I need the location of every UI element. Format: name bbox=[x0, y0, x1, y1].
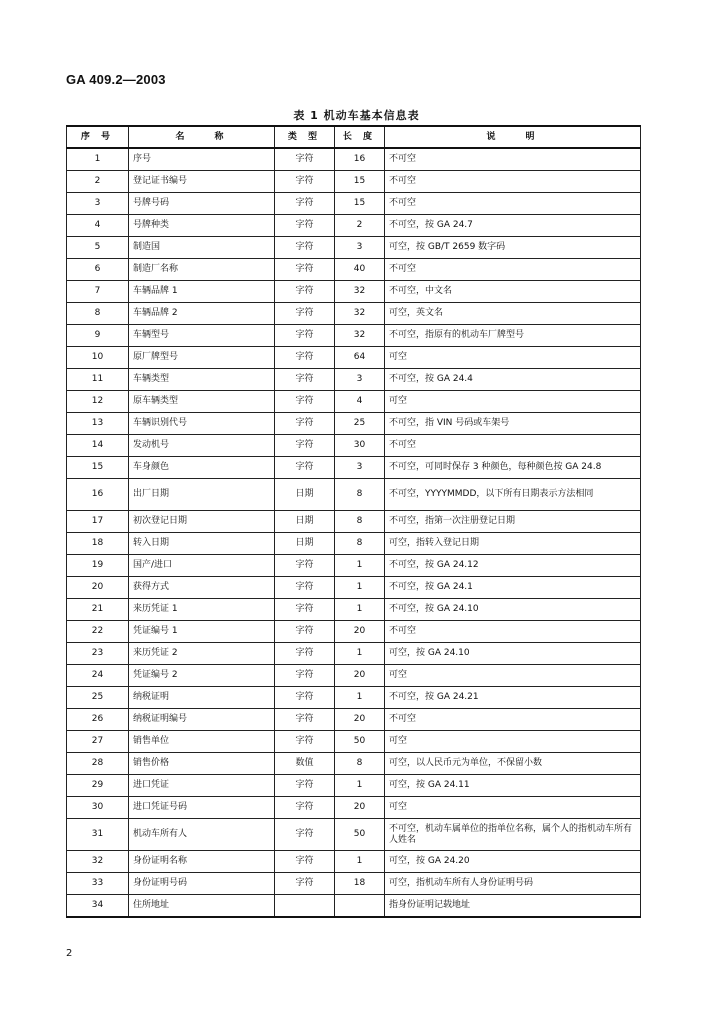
table-row bbox=[67, 347, 641, 369]
field-description-cell: 不可空，按 GA 24.4 bbox=[385, 369, 641, 391]
field-length-cell: 32 bbox=[335, 281, 385, 303]
field-type-cell: 日期 bbox=[275, 533, 335, 555]
field-type-cell: 字符 bbox=[275, 873, 335, 895]
field-length-cell bbox=[335, 895, 385, 918]
row-number-cell: 17 bbox=[67, 511, 129, 533]
row-number-cell: 21 bbox=[67, 599, 129, 621]
field-description-cell: 不可空 bbox=[385, 193, 641, 215]
row-number-cell: 15 bbox=[67, 457, 129, 479]
field-description-cell: 不可空，指第一次注册登记日期 bbox=[385, 511, 641, 533]
field-length-cell: 64 bbox=[335, 347, 385, 369]
table-row bbox=[67, 709, 641, 731]
table-row bbox=[67, 479, 641, 511]
header-length: 长 度 bbox=[335, 126, 385, 148]
field-type-cell: 字符 bbox=[275, 731, 335, 753]
row-number-cell: 13 bbox=[67, 413, 129, 435]
row-number-cell: 32 bbox=[67, 851, 129, 873]
field-name-cell: 制造国 bbox=[129, 237, 275, 259]
field-description-cell: 指身份证明记载地址 bbox=[385, 895, 641, 918]
field-length-cell: 16 bbox=[335, 148, 385, 171]
field-type-cell: 字符 bbox=[275, 347, 335, 369]
field-description-cell: 不可空 bbox=[385, 259, 641, 281]
header-description: 说 明 bbox=[385, 126, 641, 148]
table-row bbox=[67, 873, 641, 895]
field-name-cell: 凭证编号 1 bbox=[129, 621, 275, 643]
field-length-cell: 1 bbox=[335, 599, 385, 621]
field-description-cell: 可空，按 GA 24.20 bbox=[385, 851, 641, 873]
field-length-cell: 1 bbox=[335, 851, 385, 873]
table-row bbox=[67, 369, 641, 391]
field-name-cell: 车辆品牌 1 bbox=[129, 281, 275, 303]
field-length-cell: 8 bbox=[335, 533, 385, 555]
field-length-cell: 1 bbox=[335, 775, 385, 797]
row-number-cell: 31 bbox=[67, 819, 129, 851]
field-name-cell: 车辆类型 bbox=[129, 369, 275, 391]
field-description-cell: 可空 bbox=[385, 665, 641, 687]
field-length-cell: 32 bbox=[335, 325, 385, 347]
field-type-cell: 字符 bbox=[275, 281, 335, 303]
field-description-cell: 可空 bbox=[385, 347, 641, 369]
table-row bbox=[67, 731, 641, 753]
field-type-cell: 字符 bbox=[275, 621, 335, 643]
field-name-cell: 身份证明号码 bbox=[129, 873, 275, 895]
field-type-cell: 字符 bbox=[275, 577, 335, 599]
header-type: 类 型 bbox=[275, 126, 335, 148]
table-row bbox=[67, 753, 641, 775]
field-name-cell: 登记证书编号 bbox=[129, 171, 275, 193]
field-length-cell: 15 bbox=[335, 171, 385, 193]
page-number: 2 bbox=[66, 948, 73, 959]
field-type-cell: 字符 bbox=[275, 215, 335, 237]
field-type-cell: 字符 bbox=[275, 413, 335, 435]
row-number-cell: 9 bbox=[67, 325, 129, 347]
row-number-cell: 7 bbox=[67, 281, 129, 303]
table-row bbox=[67, 259, 641, 281]
table-row bbox=[67, 303, 641, 325]
row-number-cell: 24 bbox=[67, 665, 129, 687]
field-description-cell: 可空，以人民币元为单位，不保留小数 bbox=[385, 753, 641, 775]
field-type-cell: 字符 bbox=[275, 259, 335, 281]
field-description-cell: 可空 bbox=[385, 391, 641, 413]
field-name-cell: 来历凭证 1 bbox=[129, 599, 275, 621]
row-number-cell: 25 bbox=[67, 687, 129, 709]
row-number-cell: 2 bbox=[67, 171, 129, 193]
field-description-cell: 不可空，机动车属单位的指单位名称，属个人的指机动车所有人姓名 bbox=[385, 819, 641, 851]
field-name-cell: 车辆型号 bbox=[129, 325, 275, 347]
field-description-cell: 不可空 bbox=[385, 435, 641, 457]
row-number-cell: 19 bbox=[67, 555, 129, 577]
table-row bbox=[67, 895, 641, 918]
field-description-cell: 不可空，指 VIN 号码或车架号 bbox=[385, 413, 641, 435]
field-length-cell: 1 bbox=[335, 577, 385, 599]
field-length-cell: 1 bbox=[335, 643, 385, 665]
field-description-cell: 可空 bbox=[385, 797, 641, 819]
field-length-cell: 25 bbox=[335, 413, 385, 435]
row-number-cell: 23 bbox=[67, 643, 129, 665]
field-type-cell: 字符 bbox=[275, 435, 335, 457]
field-description-cell: 不可空 bbox=[385, 709, 641, 731]
field-length-cell: 30 bbox=[335, 435, 385, 457]
row-number-cell: 30 bbox=[67, 797, 129, 819]
field-length-cell: 50 bbox=[335, 731, 385, 753]
header-name: 名 称 bbox=[129, 126, 275, 148]
field-name-cell: 进口凭证号码 bbox=[129, 797, 275, 819]
field-length-cell: 20 bbox=[335, 621, 385, 643]
table-row bbox=[67, 819, 641, 851]
field-description-cell: 不可空 bbox=[385, 148, 641, 171]
field-length-cell: 1 bbox=[335, 555, 385, 577]
field-type-cell: 字符 bbox=[275, 665, 335, 687]
field-name-cell: 发动机号 bbox=[129, 435, 275, 457]
table-row bbox=[67, 413, 641, 435]
row-number-cell: 33 bbox=[67, 873, 129, 895]
table-row bbox=[67, 555, 641, 577]
field-length-cell: 20 bbox=[335, 665, 385, 687]
header-no: 序 号 bbox=[67, 126, 129, 148]
field-type-cell bbox=[275, 895, 335, 918]
field-length-cell: 1 bbox=[335, 687, 385, 709]
field-type-cell: 字符 bbox=[275, 709, 335, 731]
field-length-cell: 2 bbox=[335, 215, 385, 237]
field-name-cell: 原厂牌型号 bbox=[129, 347, 275, 369]
table-row bbox=[67, 435, 641, 457]
field-description-cell: 不可空，中文名 bbox=[385, 281, 641, 303]
row-number-cell: 11 bbox=[67, 369, 129, 391]
field-name-cell: 国产/进口 bbox=[129, 555, 275, 577]
field-description-cell: 不可空，YYYYMMDD，以下所有日期表示方法相同 bbox=[385, 479, 641, 511]
field-description-cell: 可空，按 GA 24.10 bbox=[385, 643, 641, 665]
field-type-cell: 字符 bbox=[275, 369, 335, 391]
row-number-cell: 16 bbox=[67, 479, 129, 511]
row-number-cell: 20 bbox=[67, 577, 129, 599]
field-length-cell: 3 bbox=[335, 457, 385, 479]
field-type-cell: 字符 bbox=[275, 237, 335, 259]
field-description-cell: 可空，按 GB/T 2659 数字码 bbox=[385, 237, 641, 259]
field-name-cell: 号牌种类 bbox=[129, 215, 275, 237]
field-type-cell: 字符 bbox=[275, 687, 335, 709]
field-length-cell: 8 bbox=[335, 479, 385, 511]
field-description-cell: 不可空，可同时保存 3 种颜色，每种颜色按 GA 24.8 bbox=[385, 457, 641, 479]
table-row bbox=[67, 325, 641, 347]
row-number-cell: 12 bbox=[67, 391, 129, 413]
field-name-cell: 原车辆类型 bbox=[129, 391, 275, 413]
row-number-cell: 26 bbox=[67, 709, 129, 731]
field-description-cell: 不可空，指原有的机动车厂牌型号 bbox=[385, 325, 641, 347]
row-number-cell: 10 bbox=[67, 347, 129, 369]
field-type-cell: 字符 bbox=[275, 643, 335, 665]
field-length-cell: 4 bbox=[335, 391, 385, 413]
table-row bbox=[67, 391, 641, 413]
field-length-cell: 8 bbox=[335, 753, 385, 775]
field-name-cell: 身份证明名称 bbox=[129, 851, 275, 873]
vehicle-info-table bbox=[66, 125, 641, 918]
table-row bbox=[67, 687, 641, 709]
field-type-cell: 字符 bbox=[275, 325, 335, 347]
row-number-cell: 29 bbox=[67, 775, 129, 797]
field-name-cell: 序号 bbox=[129, 148, 275, 171]
table-row bbox=[67, 643, 641, 665]
field-name-cell: 出厂日期 bbox=[129, 479, 275, 511]
field-type-cell: 字符 bbox=[275, 797, 335, 819]
field-name-cell: 初次登记日期 bbox=[129, 511, 275, 533]
field-name-cell: 进口凭证 bbox=[129, 775, 275, 797]
row-number-cell: 14 bbox=[67, 435, 129, 457]
table-row bbox=[67, 577, 641, 599]
field-type-cell: 字符 bbox=[275, 599, 335, 621]
field-type-cell: 字符 bbox=[275, 193, 335, 215]
field-description-cell: 可空 bbox=[385, 731, 641, 753]
field-description-cell: 可空，指机动车所有人身份证明号码 bbox=[385, 873, 641, 895]
table-row bbox=[67, 237, 641, 259]
field-name-cell: 车辆识别代号 bbox=[129, 413, 275, 435]
field-type-cell: 字符 bbox=[275, 148, 335, 171]
table-row bbox=[67, 775, 641, 797]
field-name-cell: 获得方式 bbox=[129, 577, 275, 599]
table-row bbox=[67, 599, 641, 621]
field-length-cell: 20 bbox=[335, 709, 385, 731]
table-row bbox=[67, 457, 641, 479]
table-row bbox=[67, 171, 641, 193]
field-length-cell: 50 bbox=[335, 819, 385, 851]
row-number-cell: 22 bbox=[67, 621, 129, 643]
table-row bbox=[67, 193, 641, 215]
row-number-cell: 1 bbox=[67, 148, 129, 171]
row-number-cell: 6 bbox=[67, 259, 129, 281]
field-name-cell: 销售单位 bbox=[129, 731, 275, 753]
field-description-cell: 不可空，按 GA 24.12 bbox=[385, 555, 641, 577]
field-type-cell: 字符 bbox=[275, 819, 335, 851]
field-length-cell: 20 bbox=[335, 797, 385, 819]
table-row bbox=[67, 621, 641, 643]
field-description-cell: 可空，英文名 bbox=[385, 303, 641, 325]
field-type-cell: 字符 bbox=[275, 391, 335, 413]
field-name-cell: 纳税证明编号 bbox=[129, 709, 275, 731]
field-length-cell: 40 bbox=[335, 259, 385, 281]
row-number-cell: 34 bbox=[67, 895, 129, 918]
field-name-cell: 机动车所有人 bbox=[129, 819, 275, 851]
table-header-row bbox=[67, 126, 641, 148]
field-length-cell: 3 bbox=[335, 237, 385, 259]
field-type-cell: 日期 bbox=[275, 479, 335, 511]
field-length-cell: 15 bbox=[335, 193, 385, 215]
field-description-cell: 不可空 bbox=[385, 621, 641, 643]
table-caption: 表 1 机动车基本信息表 bbox=[293, 109, 420, 122]
field-length-cell: 18 bbox=[335, 873, 385, 895]
field-type-cell: 字符 bbox=[275, 775, 335, 797]
field-name-cell: 转入日期 bbox=[129, 533, 275, 555]
field-description-cell: 不可空，按 GA 24.10 bbox=[385, 599, 641, 621]
field-name-cell: 凭证编号 2 bbox=[129, 665, 275, 687]
field-length-cell: 32 bbox=[335, 303, 385, 325]
field-name-cell: 车辆品牌 2 bbox=[129, 303, 275, 325]
row-number-cell: 27 bbox=[67, 731, 129, 753]
table-row bbox=[67, 281, 641, 303]
field-name-cell: 号牌号码 bbox=[129, 193, 275, 215]
field-description-cell: 不可空 bbox=[385, 171, 641, 193]
field-name-cell: 销售价格 bbox=[129, 753, 275, 775]
field-length-cell: 3 bbox=[335, 369, 385, 391]
field-description-cell: 不可空，按 GA 24.21 bbox=[385, 687, 641, 709]
table-row bbox=[67, 148, 641, 171]
field-description-cell: 不可空，按 GA 24.1 bbox=[385, 577, 641, 599]
row-number-cell: 4 bbox=[67, 215, 129, 237]
table-row bbox=[67, 533, 641, 555]
field-type-cell: 字符 bbox=[275, 303, 335, 325]
table-row bbox=[67, 797, 641, 819]
field-length-cell: 8 bbox=[335, 511, 385, 533]
document-number: GA 409.2—2003 bbox=[66, 72, 166, 87]
field-name-cell: 车身颜色 bbox=[129, 457, 275, 479]
row-number-cell: 18 bbox=[67, 533, 129, 555]
table-row bbox=[67, 851, 641, 873]
field-name-cell: 纳税证明 bbox=[129, 687, 275, 709]
field-type-cell: 日期 bbox=[275, 511, 335, 533]
row-number-cell: 28 bbox=[67, 753, 129, 775]
field-description-cell: 可空，按 GA 24.11 bbox=[385, 775, 641, 797]
row-number-cell: 5 bbox=[67, 237, 129, 259]
field-type-cell: 字符 bbox=[275, 555, 335, 577]
field-type-cell: 字符 bbox=[275, 851, 335, 873]
field-description-cell: 不可空，按 GA 24.7 bbox=[385, 215, 641, 237]
field-description-cell: 可空，指转入登记日期 bbox=[385, 533, 641, 555]
field-name-cell: 住所地址 bbox=[129, 895, 275, 918]
table-row bbox=[67, 665, 641, 687]
field-name-cell: 来历凭证 2 bbox=[129, 643, 275, 665]
field-type-cell: 数值 bbox=[275, 753, 335, 775]
field-type-cell: 字符 bbox=[275, 171, 335, 193]
table-row bbox=[67, 511, 641, 533]
field-type-cell: 字符 bbox=[275, 457, 335, 479]
row-number-cell: 8 bbox=[67, 303, 129, 325]
field-name-cell: 制造厂名称 bbox=[129, 259, 275, 281]
table-row bbox=[67, 215, 641, 237]
row-number-cell: 3 bbox=[67, 193, 129, 215]
